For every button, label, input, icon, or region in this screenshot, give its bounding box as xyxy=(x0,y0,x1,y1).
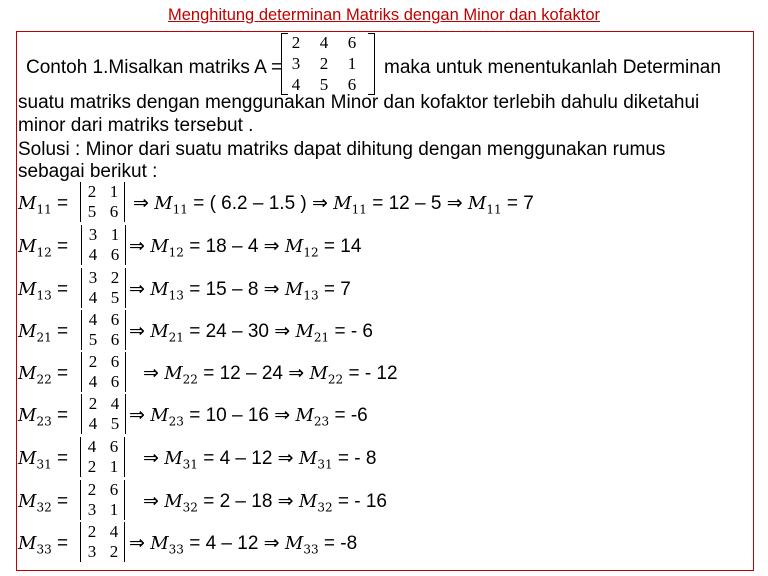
intro-line-2: suatu matriks dengan menggunakan Minor dan kofaktor terlebih dahulu diketahui xyxy=(18,92,700,113)
minor-symbol: $M_{11}$ xyxy=(154,193,188,217)
determinant-cell: 1 xyxy=(109,500,119,519)
matrix-cell: 6 xyxy=(347,75,357,94)
determinant-cell: 4 xyxy=(88,372,98,391)
determinant-cell: 4 xyxy=(88,288,98,307)
minor-label: $M_{12}$ = xyxy=(18,236,69,260)
determinant-cell: 2 xyxy=(110,268,120,287)
solusi-line-2: sebagai berikut : xyxy=(18,161,158,182)
minor-symbol: $M_{13}$ xyxy=(284,279,319,303)
determinant-right-bar xyxy=(125,310,126,350)
minor-symbol: $M_{33}$ xyxy=(150,533,184,557)
determinant-cell: 2 xyxy=(87,457,97,476)
determinant-matrix xyxy=(83,394,125,436)
determinant-cell: 3 xyxy=(88,268,98,287)
determinant-matrix xyxy=(82,522,124,564)
minor-symbol: $M_{33}$ xyxy=(18,533,52,557)
matrix-cell: 2 xyxy=(291,33,301,52)
minor-symbol: $M_{13}$ xyxy=(18,279,52,303)
matrix-a xyxy=(286,33,370,93)
minor-symbol: $M_{22}$ xyxy=(18,363,52,387)
minor-symbol: $M_{33}$ xyxy=(284,533,319,557)
determinant-cell: 5 xyxy=(110,414,120,433)
minor-symbol: $M_{12}$ xyxy=(284,236,319,260)
minor-expression: ⇒ $M_{23} = 10 - 16$ ⇒ $M_{23} = -6$ xyxy=(129,405,368,429)
minor-label: $M_{11}$ = xyxy=(18,193,69,217)
determinant-cell: 6 xyxy=(110,352,120,371)
determinant-left-bar xyxy=(80,480,81,520)
minor-symbol: $M_{21}$ xyxy=(150,321,184,345)
determinant-cell: 2 xyxy=(109,542,119,561)
intro-line-3: minor dari matriks tersebut . xyxy=(18,115,254,136)
determinant-cell: 2 xyxy=(87,182,97,201)
minor-symbol: $M_{21}$ xyxy=(295,321,330,345)
determinant-cell: 5 xyxy=(110,288,120,307)
minor-label: $M_{23}$ = xyxy=(18,405,69,429)
determinant-cell: 4 xyxy=(87,437,97,456)
matrix-cell: 3 xyxy=(291,54,301,73)
minor-symbol: $M_{11}$ xyxy=(333,193,367,217)
determinant-right-bar xyxy=(124,182,125,222)
determinant-left-bar xyxy=(80,182,81,222)
determinant-cell: 3 xyxy=(88,225,98,244)
solusi-line-1: Solusi : Minor dari suatu matriks dapat dihitung dengan menggunakan rumus xyxy=(18,139,666,160)
minor-expression: ⇒ $M_{13} = 15 - 8$ ⇒ $M_{13} = 7$ xyxy=(129,279,351,303)
minor-label: $M_{13}$ = xyxy=(18,279,69,303)
determinant-cell: 2 xyxy=(88,352,98,371)
determinant-right-bar xyxy=(124,522,125,562)
determinant-cell: 2 xyxy=(87,480,97,499)
minor-symbol: $M_{22}$ xyxy=(164,363,198,387)
determinant-right-bar xyxy=(125,225,126,265)
determinant-cell: 2 xyxy=(87,522,97,541)
determinant-cell: 2 xyxy=(88,394,98,413)
minor-symbol: $M_{13}$ xyxy=(150,279,184,303)
minor-symbol: $M_{23}$ xyxy=(295,405,330,429)
minor-symbol: $M_{31}$ xyxy=(298,448,333,472)
determinant-cell: 4 xyxy=(88,245,98,264)
determinant-cell: 4 xyxy=(88,310,98,329)
determinant-cell: 6 xyxy=(109,437,119,456)
determinant-cell: 3 xyxy=(87,542,97,561)
determinant-cell: 1 xyxy=(110,225,120,244)
intro-prefix: Contoh 1.Misalkan matriks A = xyxy=(26,57,283,78)
minor-label: $M_{22}$ = xyxy=(18,363,69,387)
minor-label: $M_{33}$ = xyxy=(18,533,69,557)
minor-symbol: $M_{11}$ xyxy=(18,193,52,217)
determinant-left-bar xyxy=(81,310,82,350)
determinant-cell: 6 xyxy=(110,372,120,391)
minor-symbol: $M_{23}$ xyxy=(150,405,184,429)
minor-label: $M_{32}$ = xyxy=(18,491,69,515)
determinant-cell: 6 xyxy=(110,245,120,264)
determinant-cell: 3 xyxy=(87,500,97,519)
minor-symbol: $M_{32}$ xyxy=(298,491,333,515)
determinant-matrix xyxy=(82,437,124,479)
determinant-right-bar xyxy=(125,394,126,434)
matrix-cell: 4 xyxy=(319,33,329,52)
matrix-cell: 4 xyxy=(291,75,301,94)
determinant-cell: 1 xyxy=(109,457,119,476)
matrix-cell: 1 xyxy=(347,54,357,73)
determinant-right-bar xyxy=(124,480,125,520)
minor-symbol: $M_{12}$ xyxy=(150,236,184,260)
determinant-cell: 6 xyxy=(110,330,120,349)
determinant-matrix xyxy=(82,182,124,224)
determinant-cell: 5 xyxy=(87,202,97,221)
determinant-cell: 4 xyxy=(88,414,98,433)
minor-symbol: $M_{32}$ xyxy=(18,491,52,515)
determinant-right-bar xyxy=(125,352,126,392)
minor-expression: ⇒ $M_{12} = 18 - 4$ ⇒ $M_{12} = 14$ xyxy=(129,236,362,260)
minor-expression: ⇒ $M_{11}$ = ( 6.2 – 1.5 ) ⇒ $M_{11} = 12 - 5$ ⇒ $M_{11} = 7$ xyxy=(133,193,534,217)
determinant-cell: 5 xyxy=(88,330,98,349)
intro-suffix: maka untuk menentukanlah Determinan xyxy=(384,57,721,78)
determinant-left-bar xyxy=(81,394,82,434)
determinant-cell: 6 xyxy=(109,480,119,499)
determinant-left-bar xyxy=(81,225,82,265)
determinant-left-bar xyxy=(80,522,81,562)
determinant-cell: 6 xyxy=(110,310,120,329)
determinant-matrix xyxy=(82,480,124,522)
determinant-matrix xyxy=(83,268,125,310)
determinant-left-bar xyxy=(81,352,82,392)
minor-expression: ⇒ $M_{21} = 24 - 30$ ⇒ $M_{21}$ = - 6 xyxy=(129,321,373,345)
minor-symbol: $M_{31}$ xyxy=(164,448,198,472)
minor-expression: ⇒ $M_{31} = 4 - 12$ ⇒ $M_{31}$ = - 8 xyxy=(143,448,377,472)
minor-symbol: $M_{11}$ xyxy=(467,193,502,217)
minor-symbol: $M_{32}$ xyxy=(164,491,198,515)
determinant-left-bar xyxy=(80,437,81,477)
minor-symbol: $M_{22}$ xyxy=(309,363,344,387)
minor-symbol: $M_{21}$ xyxy=(18,321,52,345)
determinant-left-bar xyxy=(81,268,82,308)
matrix-cell: 6 xyxy=(347,33,357,52)
determinant-right-bar xyxy=(124,437,125,477)
determinant-cell: 1 xyxy=(109,182,119,201)
minor-symbol: $M_{31}$ xyxy=(18,448,52,472)
page-title: Menghitung determinan Matriks dengan Minor dan kofaktor xyxy=(168,6,600,24)
determinant-matrix xyxy=(83,225,125,267)
minor-label: $M_{21}$ = xyxy=(18,321,69,345)
minor-symbol: $M_{12}$ xyxy=(18,236,52,260)
minor-expression: ⇒ $M_{32} = 2 - 18$ ⇒ $M_{32}$ = - 16 xyxy=(143,491,388,515)
minor-symbol: $M_{23}$ xyxy=(18,405,52,429)
minor-label: $M_{31}$ = xyxy=(18,448,69,472)
minor-expression: ⇒ $M_{33} = 4 - 12$ ⇒ $M_{33} = -8$ xyxy=(129,533,358,557)
determinant-cell: 6 xyxy=(109,202,119,221)
determinant-cell: 4 xyxy=(109,522,119,541)
minor-expression: ⇒ $M_{22} = 12 - 24$ ⇒ $M_{22}$ = - 12 xyxy=(143,363,398,387)
determinant-right-bar xyxy=(125,268,126,308)
determinant-matrix xyxy=(83,310,125,352)
matrix-cell: 2 xyxy=(319,54,329,73)
matrix-cell: 5 xyxy=(319,75,329,94)
determinant-matrix xyxy=(83,352,125,394)
determinant-cell: 4 xyxy=(110,394,120,413)
